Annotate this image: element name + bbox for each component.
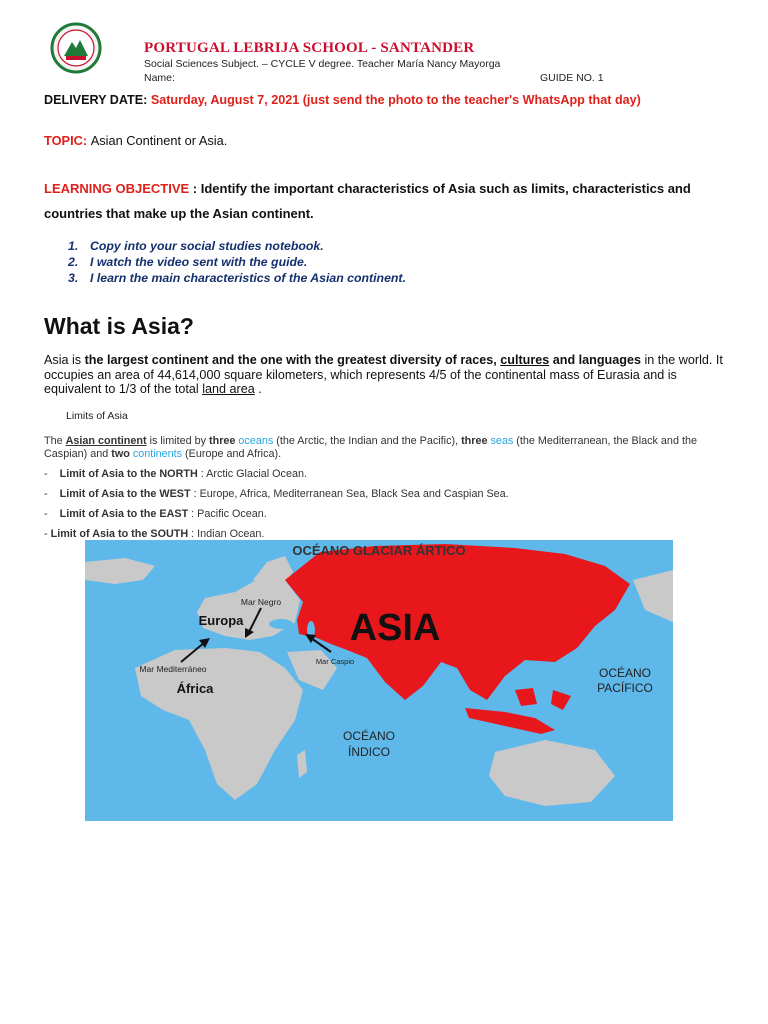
delivery-value: Saturday, August 7, 2021 (just send the photo to the teacher's WhatsApp that day) — [150, 93, 641, 107]
guide-label: GUIDE NO. 1 — [540, 72, 604, 84]
steps-list — [68, 238, 406, 286]
topic — [44, 133, 227, 148]
map-label-mar-mediterraneo: Mar Mediterráneo — [139, 664, 207, 674]
map-label-arctic: OCÉANO GLACIAR ÁRTICO — [292, 543, 466, 558]
section-title: What is Asia? — [44, 313, 194, 339]
map-label-pacifico-2: PACÍFICO — [597, 681, 653, 695]
name-label: Name: — [144, 72, 175, 84]
map-label-indico-1: OCÉANO — [342, 729, 396, 743]
map-label-asia: ASIA — [349, 607, 441, 649]
delivery-date — [44, 93, 724, 109]
topic-value: Asian Continent or Asia. — [90, 133, 228, 148]
limits-description: The Asian continent is limited by three oceans (the Arctic, the Indian and the Pacific), three seas (the Mediterranean, the Black and the Caspian) and two continents (Europe and Africa). — [44, 435, 697, 460]
list-item: 1. Copy into your social studies notebook. — [68, 239, 324, 253]
subject-line: Social Sciences Subject. – CYCLE V degree. Teacher María Nancy Mayorga — [144, 58, 501, 70]
map-label-africa: África — [176, 681, 214, 696]
limit-west: - Limit of Asia to the WEST : Europe, Africa, Mediterranean Sea, Black Sea and Caspian Sea. — [44, 488, 509, 500]
map-label-mar-caspio: Mar Caspio — [315, 657, 355, 666]
learning-objective — [44, 176, 724, 226]
list-item: 3. I learn the main characteristics of the Asian continent. — [68, 271, 406, 285]
map-label-mar-negro: Mar Negro — [240, 597, 282, 607]
objective-label: LEARNING OBJECTIVE — [44, 181, 190, 196]
map-label-pacifico-1: OCÉANO — [598, 666, 652, 680]
asia-description: Asia is the largest continent and the one with the greatest diversity of races, cultures and languages in the world. It occupies an area of 44,614,000 square kilometers, which represents 4/5 of the continental mass of Eurasia and is equivalent to 1/3 of the total land area . — [44, 353, 723, 396]
map-label-europa: Europa — [198, 613, 244, 628]
topic-label: TOPIC: — [44, 133, 91, 148]
objective-value: : Identify the important characteristics of Asia such as limits, characteristics and countries that make up the Asian continent. — [44, 181, 691, 221]
delivery-label: DELIVERY DATE: — [44, 93, 151, 107]
limit-east: - Limit of Asia to the EAST : Pacific Ocean. — [44, 508, 267, 520]
school-logo — [50, 22, 102, 74]
asia-map — [85, 540, 673, 821]
limit-south: - Limit of Asia to the SOUTH : Indian Ocean. — [44, 528, 265, 540]
map-label-indico-2: ÍNDICO — [348, 745, 390, 759]
school-name: PORTUGAL LEBRIJA SCHOOL - SANTANDER — [144, 40, 475, 56]
limit-north: - Limit of Asia to the NORTH : Arctic Glacial Ocean. — [44, 468, 307, 480]
limits-title: Limits of Asia — [66, 410, 128, 422]
list-item: 2. I watch the video sent with the guide. — [68, 255, 308, 269]
